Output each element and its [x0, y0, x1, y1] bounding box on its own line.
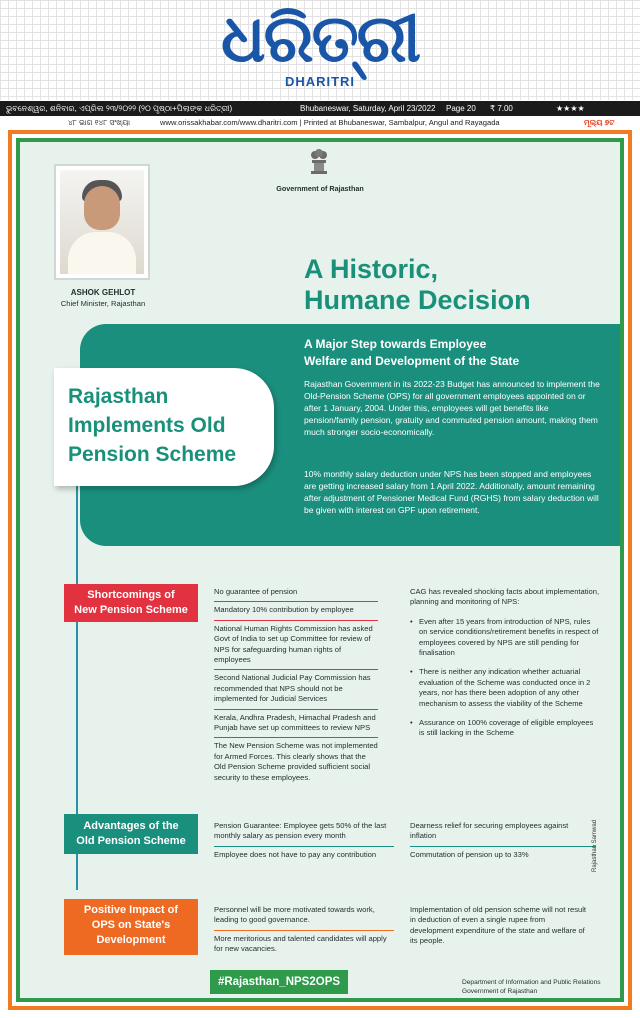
city-date: Bhubaneswar, Saturday, April 23/2022: [300, 104, 436, 113]
cm-photo-frame: [54, 164, 150, 280]
list-item: More meritorious and talented candidates will apply for new vacancies.: [214, 933, 387, 954]
ops-title-line-3: Pension Scheme: [68, 443, 237, 466]
government-label: Government of Rajasthan: [276, 184, 364, 193]
department-credit: Department of Information and Public Relations Government of Rajasthan: [462, 979, 601, 995]
impact-right: Implementation of old pension scheme will not result in deduction of even a single rupee from development expenditure of the state and welfare of its people.: [410, 905, 587, 946]
ops-title-card: [54, 368, 274, 486]
list-item: Pension Guarantee: Employee gets 50% of the last monthly salary as pension every month: [214, 818, 394, 847]
list-item: Dearness relief for securing employees against inflation: [410, 818, 596, 847]
ops-title-line-1: Rajasthan: [68, 385, 169, 408]
state-emblem-icon: [308, 148, 330, 178]
websites-line: www.orissakhabar.com/www.dharitri.com | Printed at Bhubaneswar, Sambalpur, Angul and Rayagada: [160, 118, 500, 127]
price: ₹ 7.00: [490, 104, 513, 113]
tag-positive-impact: Positive Impact of OPS on State's Development: [64, 899, 198, 955]
headline-line-2: Humane Decision: [304, 285, 531, 315]
ad-frame-orange: [8, 130, 632, 1010]
masthead: [0, 0, 640, 100]
advantages-right: [410, 818, 596, 864]
list-item: National Human Rights Commission has asked Govt of India to set up Committee for review of NPS for safeguarding human rights of employees: [214, 621, 378, 671]
list-item: The New Pension Scheme was not implemented for Armed Forces. This clearly shows that the Old Pension Scheme provided sufficient social security to these employees.: [214, 741, 378, 782]
subline: [0, 116, 640, 129]
page-number: Page 20: [446, 104, 476, 113]
intro-subheading: A Major Step towards Employee Welfare and Development of the State: [304, 337, 520, 368]
brand-odia: ମୂଲ୍ୟ ୭ଟ: [584, 118, 615, 127]
list-item: Mandatory 10% contribution by employee: [214, 602, 378, 620]
dateline-bar: [0, 101, 640, 116]
list-item: • Assurance on 100% coverage of eligible employees is still lacking in the Scheme: [410, 718, 600, 739]
tag-shortcomings: Shortcomings of New Pension Scheme: [64, 584, 198, 622]
cag-findings: [410, 587, 600, 739]
advantages-left: [214, 818, 394, 864]
intro-paragraph-1: Rajasthan Government in its 2022-23 Budget has announced to implement the Old-Pension Scheme (OPS) for all government employees appointed on or after 1 January, 2004. Under this, employees will get benefits like pension/family pension, gratuity and commuted pension amount, making them much stronger socio-economically.: [304, 379, 600, 437]
shortcomings-list: [214, 584, 378, 787]
cag-points: [410, 617, 600, 739]
cm-name: ASHOK GEHLOT: [70, 288, 136, 297]
ad-panel: [20, 142, 620, 998]
cag-intro: CAG has revealed shocking facts about implementation, planning and monitoring of NPS:: [410, 587, 600, 607]
tag-advantages: Advantages of the Old Pension Scheme: [64, 814, 198, 854]
hashtag-badge: #Rajasthan_NPS2OPS: [210, 970, 348, 994]
list-item: Commutation of pension up to 33%: [410, 849, 529, 859]
headline: [304, 254, 604, 316]
list-item: Kerala, Andhra Pradesh, Himachal Pradesh and Punjab have set up committees to review NPS: [214, 710, 378, 739]
logo-odia-text: ଧରିତ୍ରୀ: [220, 0, 420, 77]
list-item: • Even after 15 years from introduction of NPS, rules on service conditions/retirement benefits in respect of employees covered by NPS are still pending for finalisation: [410, 617, 600, 659]
impact-left: [214, 902, 394, 959]
ops-title-line-2: Implements Old: [68, 414, 226, 437]
headline-line-1: A Historic,: [304, 254, 439, 284]
date-odia: ଭୁବନେଶ୍ୱର, ଶନିବାର, ଏପ୍ରିଲ ୨୩/୨୦୨୨ (୨୦ ପୃଷ୍ଠା+ପିଲାଙ୍କ ଧରିତ୍ରୀ): [6, 104, 233, 113]
edition-stars: ★★★★: [556, 104, 585, 113]
list-item: No guarantee of pension: [214, 584, 378, 602]
volume-odia: ୪୮ ଭାଗ ୧୪୮ ସଂଖ୍ୟା: [68, 118, 131, 127]
list-item: Personnel will be more motivated towards work, leading to good governance.: [214, 902, 394, 931]
list-item: Employee does not have to pay any contribution: [214, 849, 377, 859]
list-item: Second National Judicial Pay Commission has recommended that NPS should not be implemented for Judicial Services: [214, 670, 378, 709]
list-item: • There is neither any indication whether actuarial evaluation of the Scheme was conducted once in 2 years, nor has there been adoption of any other mechanism to assess the viability of the Scheme: [410, 667, 600, 709]
cm-role: Chief Minister, Rajasthan: [60, 299, 146, 308]
dharitri-logo: [0, 0, 640, 77]
ad-frame-green: [16, 138, 624, 1002]
logo-latin-text: DHARITRI: [284, 74, 356, 89]
intro-paragraph-2: 10% monthly salary deduction under NPS has been stopped and employees are getting increased salary from 1 April 2022. Additionally, amount remaining after adjustment of Pensioner Medical Fund (RGHS) from salary deduction will be given with interest on GPF upon retirement.: [304, 469, 599, 515]
side-credit: Rajasthan Samwad: [592, 819, 598, 872]
cm-portrait: [60, 170, 144, 274]
ad-frame-white: [12, 134, 628, 1006]
